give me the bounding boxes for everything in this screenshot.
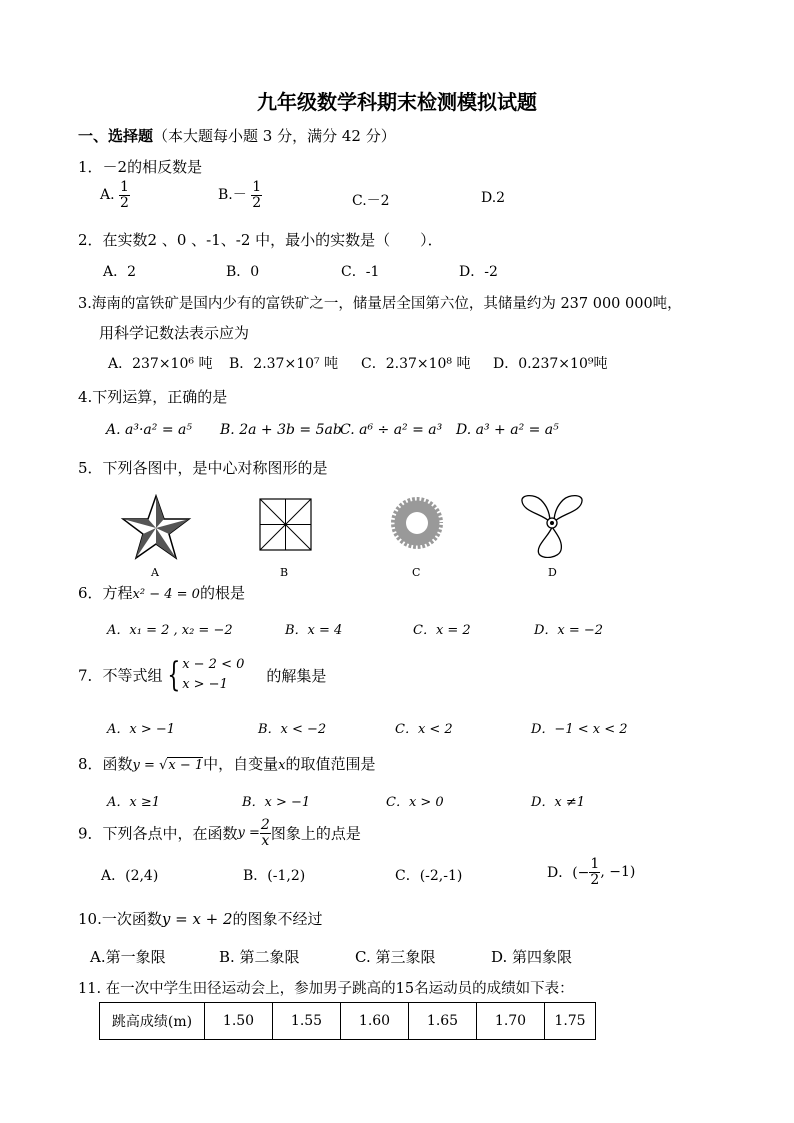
- q1-a-prefix: A.: [100, 187, 115, 204]
- q6-stem: [78, 582, 245, 603]
- q8-option-a: A．x ≥1: [107, 795, 161, 810]
- q10-option-b: B. 第二象限: [219, 948, 300, 966]
- q1-option-b: [218, 180, 262, 210]
- page-title: 九年级数学科期末检测模拟试题: [257, 90, 537, 114]
- q4-stem: 4.下列运算，正确的是: [78, 388, 228, 406]
- q6-option-a: A．x₁ = 2 , x₂ = −2: [107, 623, 233, 638]
- q9-stem: [78, 818, 361, 848]
- q4-option-c: C. a⁶ ÷ a² = a³: [340, 422, 443, 438]
- q2-stem: 2．在实数2 、0 、-1、-2 中，最小的实数是（ ）．: [78, 231, 443, 249]
- table-cell: 1.50: [205, 1003, 273, 1040]
- q3-stem-line2: 用科学记数法表示应为: [99, 324, 250, 342]
- q6-stem-post: 的根是: [199, 584, 245, 602]
- q11-stem: 11. 在一次中学生田径运动会上，参加男子跳高的15名运动员的成绩如下表：: [78, 981, 574, 997]
- q8-stem-post: 中，自变量: [203, 755, 279, 773]
- q4-option-b: B. 2a + 3b = 5ab: [220, 422, 342, 438]
- figure-d-fan: [517, 492, 587, 558]
- q6-option-c: C．x = 2: [413, 623, 471, 638]
- q4-option-a: A. a³·a² = a⁵: [106, 422, 192, 438]
- q1-b-prefix: B.－: [218, 187, 247, 204]
- q7-brace: {: [166, 655, 180, 695]
- q1-b-fraction: [251, 180, 262, 210]
- table-header-cell: 跳高成绩(m): [100, 1003, 205, 1040]
- q10-stem-post: 的图象不经过: [232, 910, 323, 928]
- q8-func-lhs: y =: [132, 758, 160, 773]
- q1-option-c: C.－2: [352, 193, 390, 209]
- q10-option-d: D. 第四象限: [491, 948, 573, 966]
- q9-frac-den: x: [261, 832, 270, 849]
- table-cell: 1.55: [273, 1003, 341, 1040]
- q7-line2: x > −1: [182, 677, 228, 692]
- q6-equation: x² − 4 = 0: [132, 587, 200, 602]
- q1-option-d: D.2: [481, 190, 506, 206]
- q7-option-c: C．x < 2: [395, 722, 453, 737]
- table-row: [100, 1003, 596, 1040]
- q3-option-c: C．2.37×10⁸ 吨: [361, 356, 471, 372]
- q2-option-b: B．0: [226, 264, 260, 280]
- q1-b-num: 1: [252, 179, 262, 195]
- figure-c-sunburst: [389, 495, 445, 551]
- q8-variable: x: [278, 758, 286, 773]
- q8-option-c: C．x > 0: [386, 795, 444, 810]
- q8-radicand: x − 1: [168, 758, 204, 773]
- q8-sqrt-sign: √: [159, 758, 168, 773]
- q7-line1: x − 2 < 0: [182, 657, 245, 672]
- q7-stem: [78, 655, 326, 695]
- q1-a-fraction: [119, 180, 130, 210]
- q3-option-d: D．0.237×10⁹吨: [493, 356, 608, 372]
- section-note: （本大题每小题 3 分，满分 42 分）: [153, 127, 396, 145]
- q10-option-a: A.第一象限: [90, 948, 166, 966]
- q9-option-a: A．(2,4): [101, 868, 159, 884]
- q6-option-b: B．x = 4: [285, 623, 343, 638]
- q2-option-a: A．2: [103, 264, 137, 280]
- q8-option-d: D．x ≠1: [531, 795, 586, 810]
- q6-option-d: D．x = −2: [534, 623, 604, 638]
- q9-func-lhs: y =: [237, 825, 260, 841]
- q9-d-post: , −1): [600, 864, 636, 881]
- q6-stem-pre: 6．方程: [78, 584, 133, 602]
- q10-stem: [78, 908, 323, 929]
- figure-b-label: B: [280, 566, 289, 579]
- q10-stem-pre: 10.一次函数: [78, 910, 162, 928]
- q7-stem-pre: 7．不等式组: [78, 666, 163, 685]
- q4-option-d: D. a³ + a² = a⁵: [456, 422, 559, 438]
- q7-stem-post: 的解集是: [266, 666, 327, 685]
- q8-stem: [78, 753, 376, 774]
- figure-b-pinwheel: [258, 497, 313, 552]
- section-label: 一、选择题: [78, 127, 154, 145]
- table-cell: 1.65: [409, 1003, 477, 1040]
- q3-option-b: B．2.37×10⁷ 吨: [229, 356, 339, 372]
- figure-c-label: C: [412, 566, 421, 579]
- q9-option-c: C．(-2,-1): [395, 868, 463, 884]
- q9-d-den: 2: [590, 871, 600, 888]
- q1-a-num: 1: [120, 179, 129, 195]
- q5-stem: 5．下列各图中，是中心对称图形的是: [78, 459, 328, 477]
- q3-option-a: A．237×10⁶ 吨: [108, 356, 213, 372]
- q2-option-d: D．-2: [459, 264, 498, 280]
- table-cell: 1.70: [477, 1003, 545, 1040]
- q8-option-b: B．x > −1: [242, 795, 311, 810]
- q9-stem-pre: 9．下列各点中，在函数: [78, 824, 238, 843]
- q9-stem-post: 图象上的点是: [270, 824, 361, 843]
- figure-d-label: D: [548, 566, 557, 579]
- q7-option-b: B．x < −2: [258, 722, 327, 737]
- q7-option-a: A．x > −1: [107, 722, 176, 737]
- figure-a-star: [120, 494, 192, 560]
- q9-d-num: 1: [590, 856, 600, 872]
- q1-a-den: 2: [120, 194, 129, 211]
- q8-stem-end: 的取值范围是: [285, 755, 376, 773]
- q9-frac-num: 2: [260, 817, 270, 833]
- q1-b-den: 2: [252, 194, 262, 211]
- q9-option-b: B．(-1,2): [243, 868, 306, 884]
- q8-stem-pre: 8．函数: [78, 755, 133, 773]
- q10-func: y = x + 2: [161, 910, 233, 928]
- q9-fraction: [260, 818, 271, 848]
- q1-option-a: [100, 180, 130, 210]
- q7-system: [182, 655, 244, 695]
- q9-d-fraction: [589, 857, 600, 887]
- q9-option-d: [547, 857, 635, 887]
- q2-option-c: C．-1: [341, 264, 380, 280]
- q3-stem-line1: 3.海南的富铁矿是国内少有的富铁矿之一，储量居全国第六位，其储量约为 237 000 000吨，: [78, 296, 682, 312]
- figure-a-label: A: [151, 566, 159, 579]
- table-cell: 1.60: [341, 1003, 409, 1040]
- table-cell: 1.75: [545, 1003, 596, 1040]
- high-jump-table: [99, 1002, 596, 1040]
- q10-option-c: C. 第三象限: [355, 948, 436, 966]
- section-header: [78, 125, 396, 146]
- q9-d-pre: D．(−: [547, 865, 590, 882]
- q1-stem: 1．－2的相反数是: [78, 158, 203, 176]
- q7-option-d: D．−1 < x < 2: [531, 722, 628, 737]
